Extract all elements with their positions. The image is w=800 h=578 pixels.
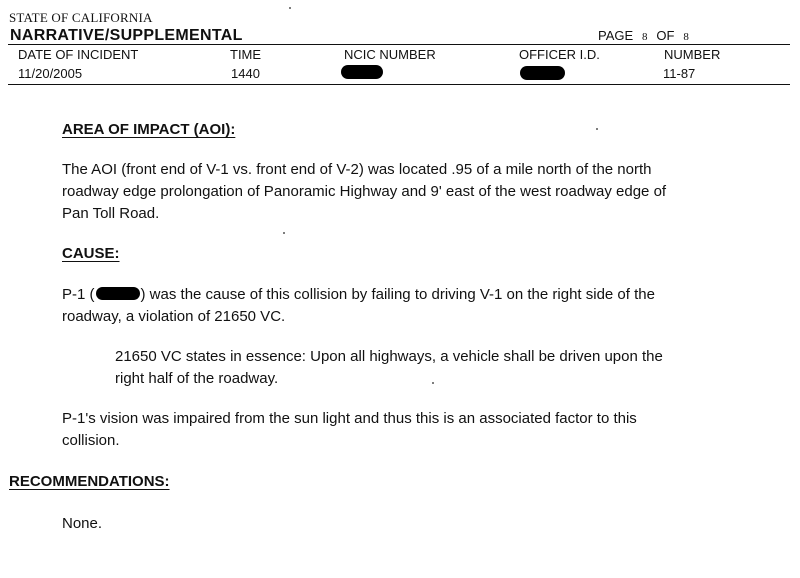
number-value: 11-87 — [663, 66, 696, 81]
cause-heading: CAUSE: — [62, 245, 120, 262]
officer-id-redaction — [520, 66, 565, 80]
state-label: STATE OF CALIFORNIA — [9, 10, 153, 25]
officer-id-label: OFFICER I.D. — [519, 47, 600, 62]
cause-paragraph — [62, 284, 792, 328]
header-bottom-rule — [8, 84, 790, 85]
party-name-redaction — [96, 287, 140, 300]
quote-line: right half of the roadway. — [115, 370, 279, 387]
time-value: 1440 — [231, 66, 260, 81]
cause-line-rest: ) was the cause of this collision by failing to driving V-1 on the right side of the — [140, 286, 655, 303]
ncic-number-redaction — [341, 65, 383, 79]
date-of-incident-value: 11/20/2005 — [18, 66, 83, 81]
form-title: NARRATIVE/SUPPLEMENTAL — [10, 27, 243, 44]
aoi-line: The AOI (front end of V-1 vs. front end of V-2) was located .95 of a mile north of the north — [62, 161, 652, 178]
factor-line: P-1's vision was impaired from the sun light and thus this is an associated factor to this — [62, 410, 637, 427]
page-prefix: PAGE — [598, 28, 634, 43]
recommendations-text: None. — [62, 515, 103, 532]
cause-line — [62, 284, 792, 306]
scan-speck — [283, 232, 285, 234]
page-number: 8 — [642, 31, 648, 43]
header-top-rule — [8, 44, 790, 45]
page-indicator — [598, 28, 694, 43]
scan-speck — [596, 128, 598, 130]
quote-line: 21650 VC states in essence: Upon all highways, a vehicle shall be driven upon the — [115, 348, 663, 365]
scan-speck — [289, 7, 291, 9]
factor-line: collision. — [62, 432, 120, 449]
aoi-line: Pan Toll Road. — [62, 205, 160, 222]
cause-line-start: P-1 ( — [62, 286, 95, 303]
recommendations-heading: RECOMMENDATIONS: — [9, 473, 170, 490]
vehicle-code-quote — [115, 346, 795, 390]
scan-speck — [432, 382, 434, 384]
cause-line: roadway, a violation of 21650 VC. — [62, 308, 286, 325]
time-label: TIME — [230, 47, 262, 62]
date-of-incident-label: DATE OF INCIDENT — [18, 47, 139, 62]
aoi-heading: AREA OF IMPACT (AOI): — [62, 121, 236, 138]
aoi-line: roadway edge prolongation of Panoramic Highway and 9' east of the west roadway edge of — [62, 183, 667, 200]
number-label: NUMBER — [664, 47, 721, 62]
page-total: 8 — [683, 31, 689, 43]
aoi-paragraph — [62, 159, 792, 225]
associated-factor-paragraph — [62, 408, 792, 452]
page-of: OF — [656, 28, 675, 43]
ncic-number-label: NCIC NUMBER — [344, 47, 436, 62]
